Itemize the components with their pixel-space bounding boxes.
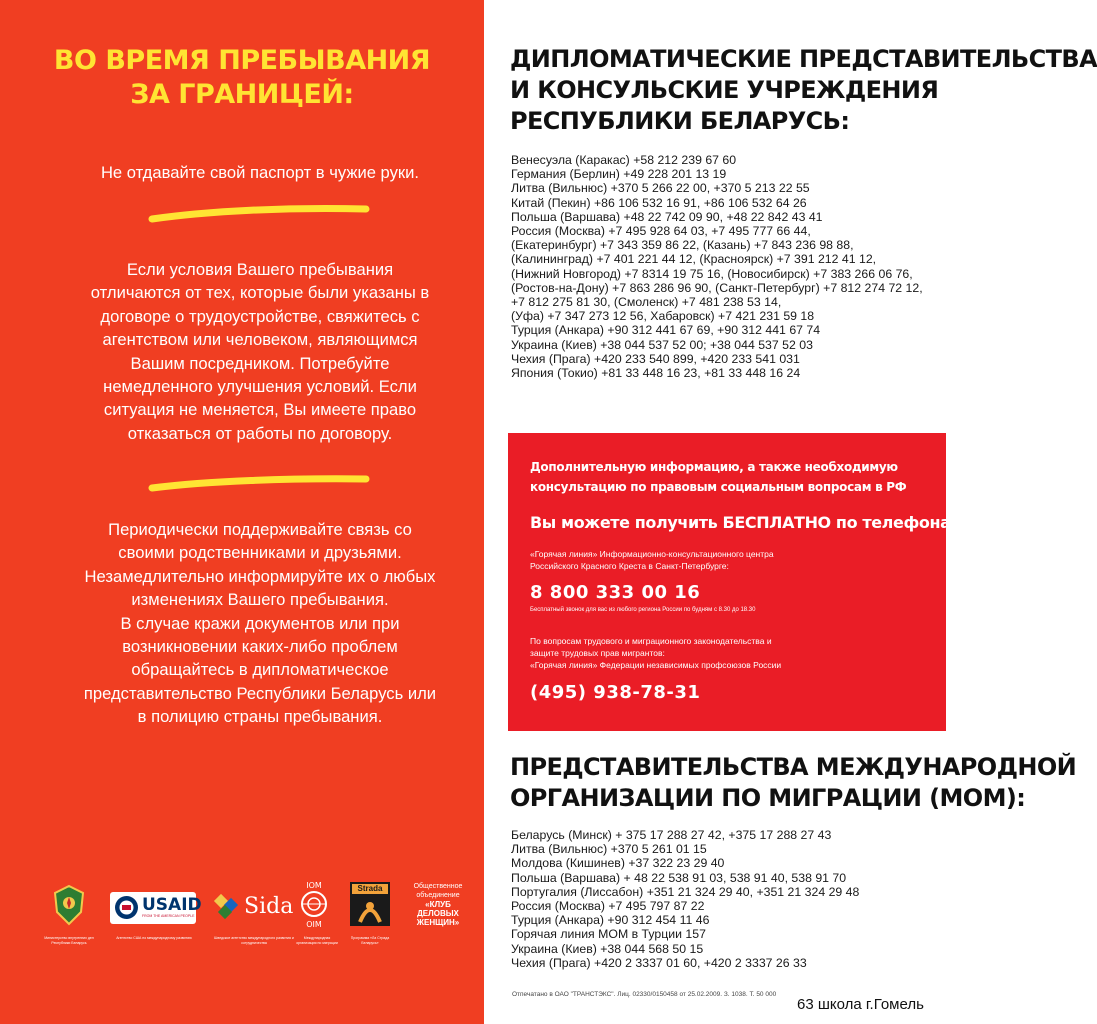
advice-line: отличаются от тех, которые были указаны в: [90, 283, 430, 303]
embassies-heading: [510, 44, 1097, 137]
iom-office-line: Горячая линия МОМ в Турции 157: [511, 927, 706, 942]
svg-text:OIM: OIM: [306, 920, 322, 929]
embassy-line: Япония (Токио) +81 33 448 16 23, +81 33 448 16 24: [511, 366, 801, 381]
hotline2-phone[interactable]: (495) 938-78-31: [530, 682, 701, 703]
hotline2-line: «Горячая линия» Федерации независимых профсоюзов России: [530, 660, 782, 670]
embassy-line: Венесуэла (Каракас) +58 212 239 67 60: [511, 153, 737, 167]
embassy-line: (Ростов-на-Дону) +7 863 286 96 90, (Санкт-Петербург) +7 812 274 72 12,: [511, 280, 923, 295]
advice-line: обращайтесь в дипломатическое: [131, 660, 389, 680]
usaid-wordmark: USAID: [142, 895, 202, 915]
embassy-line: Польша (Варшава) +48 22 742 09 90, +48 22 842 43 41: [511, 209, 823, 224]
heading-line: И КОНСУЛЬСКИЕ УЧРЕЖДЕНИЯ: [510, 76, 939, 104]
hotline2-line: По вопросам трудового и миграционного законодательства и: [530, 636, 772, 646]
embassy-line: Чехия (Прага) +420 233 540 899, +420 233 541 031: [511, 351, 800, 366]
iom-office-line: Украина (Киев) +38 044 568 50 15: [511, 941, 704, 956]
svg-text:IOM: IOM: [306, 881, 322, 890]
hotline1-note: Бесплатный звонок для вас из любого региона России по будням с 8.30 до 18.30: [530, 607, 756, 613]
embassy-line: Германия (Берлин) +49 228 201 13 19: [511, 167, 727, 182]
advice-line: Периодически поддерживайте связь со: [108, 520, 412, 539]
iom-office-line: Португалия (Лиссабон) +351 21 324 29 40, +351 21 324 29 48: [511, 884, 860, 899]
heading-line: ПРЕДСТАВИТЕЛЬСТВА МЕЖДУНАРОДНОЙ: [510, 753, 1077, 781]
iom-office-line: Литва (Вильнюс) +370 5 261 01 15: [511, 842, 707, 857]
usaid-logo: [110, 892, 202, 924]
advice-line: представительство Республики Беларусь или: [83, 683, 437, 703]
iom-office-line: Беларусь (Минск) + 375 17 288 27 42, +375 17 288 27 43: [511, 828, 832, 842]
advice-line: немедленного улучшения условий. Если: [103, 377, 417, 397]
hotline1-description: [530, 548, 774, 572]
advice-line: Если условия Вашего пребывания: [126, 260, 394, 279]
sponsor-logos: [0, 860, 484, 1000]
advice-line: возникновении каких-либо проблем: [122, 637, 398, 657]
sida-mark-icon: [214, 894, 240, 920]
strada-caption: Программа «Ла Страда Беларусь»: [350, 936, 390, 945]
hotline-intro: [530, 457, 906, 497]
advice-line: своими родственниками и друзьями.: [118, 543, 402, 563]
embassy-line: (Уфа) +7 347 273 12 56, Хабаровск) +7 421 231 59 18: [511, 309, 815, 324]
watermark: 63 школа г.Гомель: [797, 996, 924, 1013]
klub-logo: [400, 882, 476, 927]
free-call-heading: Вы можете получить БЕСПЛАТНО по телефонам:: [530, 513, 970, 532]
usaid-caption: Агентство США по международному развитию: [116, 936, 192, 940]
intro-line: консультацию по правовым социальным вопросам в РФ: [530, 480, 907, 494]
iom-office-line: Польша (Варшава) + 48 22 538 91 03, 538 91 40, 538 91 70: [511, 870, 847, 885]
hotline-info-box: [508, 433, 970, 731]
yellow-brush-stroke: [148, 203, 370, 225]
iom-caption: Международная организация по миграции: [296, 936, 338, 945]
left-title: [0, 44, 484, 112]
iom-logo-icon: [298, 880, 330, 930]
iom-office-line: Чехия (Прага) +420 2 3337 01 60, +420 2 3337 26 33: [511, 955, 807, 970]
left-title-line: ЗА ГРАНИЦЕЙ:: [130, 79, 354, 110]
embassy-line: Турция (Анкара) +90 312 441 67 69, +90 312 441 67 74: [511, 323, 821, 338]
conditions-advice: [40, 258, 480, 445]
iom-offices-list: [511, 828, 859, 970]
advice-line: изменениях Вашего пребывания.: [131, 590, 389, 610]
mvd-caption: Министерство внутренних дел Республики Беларусь: [44, 936, 94, 945]
usaid-seal-icon: [114, 895, 139, 920]
iom-office-line: Молдова (Кишинев) +37 322 23 29 40: [511, 856, 725, 871]
klub-text-line: объединение: [416, 892, 460, 899]
sida-caption: Шведское агентство международного развития и сотрудничества: [214, 936, 294, 945]
advice-line: договоре о трудоустройстве, свяжитесь с: [100, 306, 420, 326]
klub-name-line: ЖЕНЩИН»: [416, 918, 460, 927]
embassy-line: Украина (Киев) +38 044 537 52 00; +38 044 537 52 03: [511, 337, 813, 352]
strada-wordmark: Strada: [352, 884, 388, 894]
advice-line: Вашим посредником. Потребуйте: [130, 353, 390, 373]
mvd-emblem-icon: [52, 884, 86, 926]
iom-office-line: Россия (Москва) +7 495 797 87 22: [511, 899, 705, 914]
klub-name-line: «КЛУБ: [425, 900, 451, 909]
heading-line: ОРГАНИЗАЦИИ ПО МИГРАЦИИ (МОМ):: [510, 784, 1026, 812]
embassy-line: Китай (Пекин) +86 106 532 16 91, +86 106 532 64 26: [511, 195, 807, 210]
iom-office-line: Турция (Анкара) +90 312 454 11 46: [511, 913, 710, 928]
klub-name-line: ДЕЛОВЫХ: [417, 909, 459, 918]
embassy-line: (Екатеринбург) +7 343 359 86 22, (Казань) +7 843 236 98 88,: [511, 238, 854, 253]
heading-line: ДИПЛОМАТИЧЕСКИЕ ПРЕДСТАВИТЕЛЬСТВА: [510, 45, 1097, 73]
sida-wordmark: Sida: [244, 894, 294, 919]
intro-line: Дополнительную информацию, а также необходимую: [530, 460, 898, 474]
advice-line: Не отдавайте свой паспорт в чужие руки.: [100, 163, 420, 182]
embassy-line: Россия (Москва) +7 495 928 64 03, +7 495 777 66 44,: [511, 224, 811, 239]
passport-advice: [40, 161, 480, 184]
strada-logo: [350, 882, 390, 926]
print-note: Отпечатано в ОАО "ТРАНСТЭКС". Лиц. 02330/0150458 от 25.02.2009. З. 1038. Т. 50 000: [512, 991, 777, 998]
embassy-line: +7 812 275 81 30, (Смоленск) +7 481 238 53 14,: [511, 295, 782, 310]
contact-advice: [40, 518, 480, 729]
advice-line: в полицию страны пребывания.: [137, 707, 383, 727]
strada-road-icon: [356, 896, 384, 924]
embassy-line: (Нижний Новгород) +7 8314 19 75 16, (Новосибирск) +7 383 266 06 76,: [511, 266, 913, 281]
yellow-brush-stroke: [148, 472, 370, 494]
usaid-tagline: FROM THE AMERICAN PEOPLE: [142, 914, 195, 918]
advice-line: агентством или человеком, являющимся: [102, 330, 418, 350]
embassy-line: (Калининград) +7 401 221 44 12, (Красноярск) +7 391 212 41 12,: [511, 252, 877, 267]
left-panel: [0, 0, 484, 1024]
iom-heading: [510, 752, 1076, 814]
hotline2-line: защите трудовых прав мигрантов:: [530, 648, 665, 658]
embassy-line: Литва (Вильнюс) +370 5 266 22 00, +370 5 213 22 55: [511, 181, 810, 196]
heading-line: РЕСПУБЛИКИ БЕЛАРУСЬ:: [510, 107, 850, 135]
hotline1-phone[interactable]: 8 800 333 00 16: [530, 582, 701, 603]
hotline1-line: «Горячая линия» Информационно-консультационного центра: [530, 549, 774, 559]
advice-line: отказаться от работы по договору.: [127, 423, 393, 443]
embassies-list: [511, 153, 923, 380]
hotline2-description: [530, 635, 781, 671]
advice-line: Незамедлительно информируйте их о любых: [84, 566, 436, 586]
klub-text-line: Общественное: [413, 883, 463, 890]
advice-line: ситуация не меняется, Вы имеете право: [103, 400, 417, 420]
left-title-line: ВО ВРЕМЯ ПРЕБЫВАНИЯ: [53, 45, 431, 76]
advice-line: В случае кражи документов или при: [120, 613, 400, 633]
hotline1-line: Российского Красного Креста в Санкт-Петербурге:: [530, 561, 729, 571]
